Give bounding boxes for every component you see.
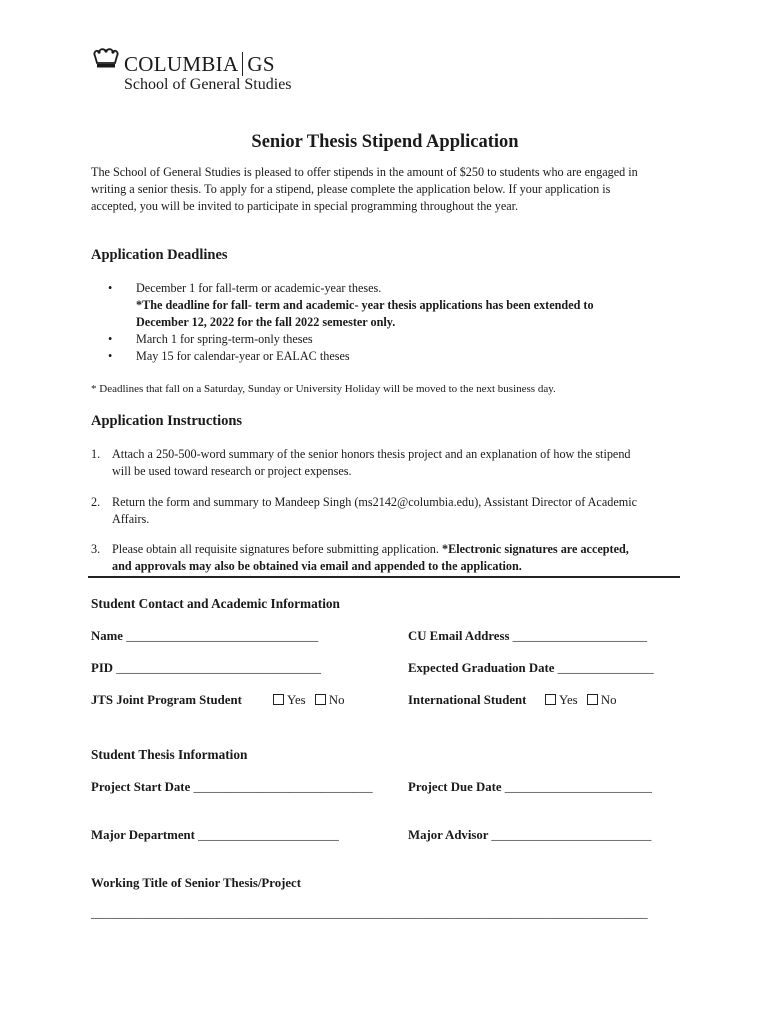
start-date-label: Project Start Date [91,780,191,794]
crown-icon [92,47,120,71]
yes-label: Yes [287,693,306,707]
contact-heading: Student Contact and Academic Information [91,596,340,611]
due-date-label: Project Due Date [408,780,502,794]
jts-yes-checkbox[interactable] [273,693,306,707]
list-item [92,280,652,331]
name-blank[interactable]: ______________________________ [126,629,319,643]
start-date-field[interactable] [91,780,373,795]
graduation-date-field[interactable] [408,661,654,676]
deadline-footnote: * Deadlines that fall on a Saturday, Sunday or University Holiday will be moved to the next business day. [91,383,556,395]
international-label: International Student [408,693,527,707]
yes-label: Yes [559,693,578,707]
step-emphasis: *Electronic signatures are accepted, and approvals may also be obtained via email and appended to the application. [112,542,629,573]
deadline-item: December 1 for fall-term or academic-year theses. [136,281,382,295]
step-number: 2. [91,495,101,509]
graduation-date-label: Expected Graduation Date [408,661,555,675]
advisor-field[interactable] [408,828,651,843]
international-options [545,693,616,708]
checkbox-icon[interactable] [587,694,598,705]
logo-name: COLUMBIA [124,52,239,76]
department-blank[interactable]: ______________________ [198,828,339,842]
no-label: No [600,693,617,707]
bullet-icon: • [108,349,113,363]
advisor-label: Major Advisor [408,828,489,842]
deadline-item: March 1 for spring-term-only theses [136,332,313,346]
pid-blank[interactable]: ________________________________ [116,661,321,675]
logo-suffix: GS [242,52,274,76]
intl-yes-checkbox[interactable] [545,693,578,707]
logo-subtitle: School of General Studies [124,76,292,93]
page-title: Senior Thesis Stipend Application [251,132,519,152]
jts-label: JTS Joint Program Student [91,693,242,707]
graduation-date-blank[interactable]: _______________ [557,661,654,675]
thesis-heading: Student Thesis Information [91,747,248,762]
intro-paragraph: The School of General Studies is pleased to offer stipends in the amount of $250 to students who are engaged in writing a senior thesis. To apply for a stipend, please complete the application below. If your application is accepted, you will be invited to participate in special programming throughout the year. [91,165,638,213]
bullet-icon: • [108,332,113,346]
checkbox-icon[interactable] [273,694,284,705]
department-label: Major Department [91,828,195,842]
checkbox-icon[interactable] [545,694,556,705]
deadline-item: May 15 for calendar-year or EALAC theses [136,349,350,363]
list-item [92,331,652,348]
step-text: Attach a 250-500-word summary of the senior honors thesis project and an explanation of how the stipend will be used toward research or project expenses. [112,447,631,478]
due-date-blank[interactable]: _______________________ [504,780,652,794]
start-date-blank[interactable]: ____________________________ [193,780,373,794]
list-item [91,494,651,528]
logo-wordmark [124,53,275,75]
department-field[interactable] [91,828,339,843]
name-field[interactable] [91,629,318,644]
step-text: Return the form and summary to Mandeep Singh (ms2142@columbia.edu), Assistant Director of Academic Affairs. [112,495,638,526]
step-text: Please obtain all requisite signatures before submitting application. [112,542,442,556]
pid-label: PID [91,661,114,675]
working-title-blank[interactable]: _______________________________________________________________________________________ [91,906,648,920]
jts-no-checkbox[interactable] [315,693,345,707]
no-label: No [328,693,345,707]
step-number: 1. [91,447,101,461]
list-item [91,541,651,575]
email-label: CU Email Address [408,629,510,643]
name-label: Name [91,629,123,643]
instructions-list [91,446,651,589]
section-divider [88,576,680,578]
extension-note: *The deadline for fall- term and academic- year thesis applications has been extended to December 12, 2022 for the fall 2022 semester only. [136,298,594,329]
email-field[interactable] [408,629,647,644]
deadlines-list [92,280,652,365]
deadlines-heading: Application Deadlines [91,247,228,263]
bullet-icon: • [108,281,113,295]
advisor-blank[interactable]: _________________________ [491,828,652,842]
working-title-label: Working Title of Senior Thesis/Project [91,876,301,890]
jts-options [273,693,344,708]
step-number: 3. [91,542,101,556]
list-item [92,348,652,365]
intl-no-checkbox[interactable] [587,693,617,707]
checkbox-icon[interactable] [315,694,326,705]
pid-field[interactable] [91,661,321,676]
working-title-field[interactable] [91,906,681,921]
email-blank[interactable]: _____________________ [512,629,648,643]
instructions-heading: Application Instructions [91,413,243,429]
list-item [91,446,651,480]
due-date-field[interactable] [408,780,652,795]
